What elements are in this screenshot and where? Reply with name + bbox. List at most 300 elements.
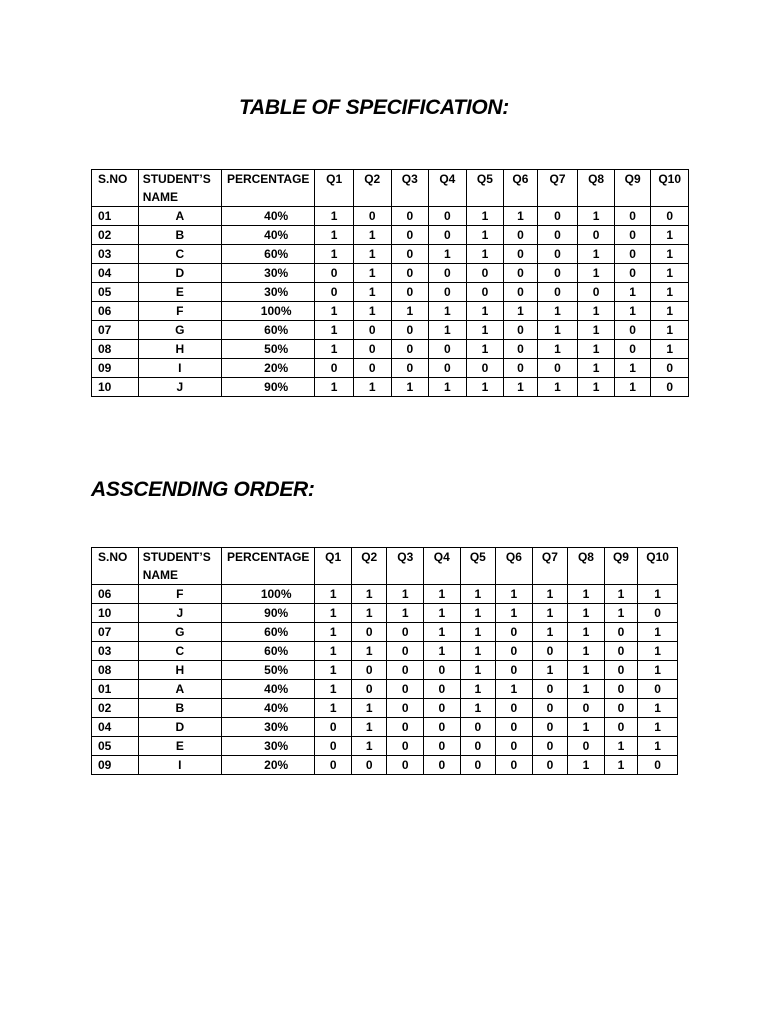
question-score-cell: 0 [504, 359, 538, 378]
question-score-cell: 1 [568, 756, 605, 775]
question-score-cell: 1 [351, 737, 387, 756]
sno-cell: 04 [92, 264, 139, 283]
question-score-cell: 1 [424, 623, 461, 642]
sno-cell: 07 [92, 623, 139, 642]
question-score-cell: 1 [496, 604, 533, 623]
ascending-order-heading: ASSCENDING ORDER: [91, 478, 315, 501]
question-score-cell: 0 [638, 604, 678, 623]
question-score-cell: 0 [424, 661, 461, 680]
table-row [92, 359, 689, 378]
question-score-cell: 1 [651, 302, 689, 321]
question-header-4: Q4 [424, 548, 461, 585]
question-header-7: Q7 [532, 548, 568, 585]
question-score-cell: 0 [496, 661, 533, 680]
student-name-cell: D [138, 264, 221, 283]
question-score-cell: 0 [315, 756, 352, 775]
question-score-cell: 1 [466, 226, 504, 245]
question-score-cell: 1 [429, 245, 467, 264]
percentage-cell: 60% [221, 623, 314, 642]
question-score-cell: 0 [614, 245, 651, 264]
question-header-1: Q1 [315, 548, 352, 585]
question-score-cell: 0 [387, 737, 424, 756]
question-score-cell: 0 [351, 661, 387, 680]
table-row [92, 283, 689, 302]
header-row [92, 170, 689, 207]
table-row [92, 699, 678, 718]
question-score-cell: 0 [387, 756, 424, 775]
question-header-10: Q10 [638, 548, 678, 585]
student-name-cell: E [138, 737, 221, 756]
question-score-cell: 0 [604, 661, 638, 680]
question-score-cell: 0 [614, 264, 651, 283]
question-score-cell: 1 [568, 718, 605, 737]
student-name-cell: H [138, 340, 221, 359]
question-score-cell: 0 [424, 680, 461, 699]
question-score-cell: 1 [424, 604, 461, 623]
question-score-cell: 1 [353, 378, 391, 397]
question-score-cell: 0 [315, 359, 354, 378]
question-score-cell: 0 [387, 680, 424, 699]
question-header-2: Q2 [353, 170, 391, 207]
question-score-cell: 1 [315, 226, 354, 245]
question-header-3: Q3 [391, 170, 429, 207]
question-score-cell: 1 [315, 321, 354, 340]
question-score-cell: 1 [651, 264, 689, 283]
question-score-cell: 0 [651, 359, 689, 378]
question-score-cell: 1 [496, 585, 533, 604]
question-score-cell: 1 [532, 661, 568, 680]
question-header-7: Q7 [537, 170, 578, 207]
question-score-cell: 1 [315, 302, 354, 321]
sno-cell: 06 [92, 302, 139, 321]
question-score-cell: 0 [429, 264, 467, 283]
student-name-cell: G [138, 623, 221, 642]
question-score-cell: 0 [429, 207, 467, 226]
question-score-cell: 0 [578, 283, 615, 302]
sno-cell: 01 [92, 680, 139, 699]
question-score-cell: 0 [315, 264, 354, 283]
question-score-cell: 0 [496, 623, 533, 642]
question-score-cell: 1 [466, 340, 504, 359]
sno-cell: 01 [92, 207, 139, 226]
question-score-cell: 1 [537, 378, 578, 397]
sno-cell: 08 [92, 661, 139, 680]
question-score-cell: 1 [460, 604, 496, 623]
table-row [92, 604, 678, 623]
question-score-cell: 0 [315, 283, 354, 302]
question-score-cell: 1 [460, 699, 496, 718]
question-score-cell: 1 [638, 585, 678, 604]
question-score-cell: 0 [604, 642, 638, 661]
table-row [92, 321, 689, 340]
percentage-cell: 90% [221, 378, 314, 397]
question-score-cell: 0 [391, 245, 429, 264]
student-name-cell: B [138, 699, 221, 718]
question-score-cell: 0 [429, 283, 467, 302]
student-name-cell: D [138, 718, 221, 737]
question-score-cell: 0 [429, 226, 467, 245]
table-body [92, 207, 689, 397]
question-score-cell: 0 [466, 264, 504, 283]
question-score-cell: 0 [496, 642, 533, 661]
question-score-cell: 0 [604, 623, 638, 642]
question-score-cell: 1 [638, 642, 678, 661]
question-score-cell: 0 [614, 207, 651, 226]
question-score-cell: 1 [391, 378, 429, 397]
question-score-cell: 0 [353, 321, 391, 340]
sno-cell: 04 [92, 718, 139, 737]
question-score-cell: 1 [315, 680, 352, 699]
question-score-cell: 0 [504, 283, 538, 302]
question-score-cell: 1 [466, 207, 504, 226]
question-score-cell: 1 [315, 642, 352, 661]
question-score-cell: 1 [315, 604, 352, 623]
sno-cell: 09 [92, 359, 139, 378]
header-row [92, 548, 678, 585]
question-score-cell: 0 [504, 340, 538, 359]
question-score-cell: 1 [578, 245, 615, 264]
table-body [92, 585, 678, 775]
table-row [92, 226, 689, 245]
question-score-cell: 0 [532, 642, 568, 661]
question-score-cell: 1 [537, 302, 578, 321]
question-score-cell: 1 [578, 207, 615, 226]
percentage-cell: 40% [221, 207, 314, 226]
question-score-cell: 1 [351, 585, 387, 604]
question-score-cell: 0 [387, 623, 424, 642]
sno-cell: 03 [92, 642, 139, 661]
student-name-cell: F [138, 585, 221, 604]
question-score-cell: 0 [651, 207, 689, 226]
question-score-cell: 0 [391, 207, 429, 226]
question-score-cell: 0 [315, 718, 352, 737]
student-name-cell: C [138, 245, 221, 264]
percentage-header: PERCENTAGE [221, 170, 314, 207]
question-score-cell: 1 [353, 245, 391, 264]
question-score-cell: 0 [351, 756, 387, 775]
question-score-cell: 1 [429, 321, 467, 340]
percentage-cell: 50% [221, 661, 314, 680]
question-score-cell: 1 [466, 321, 504, 340]
question-score-cell: 1 [353, 302, 391, 321]
question-score-cell: 1 [315, 623, 352, 642]
sno-cell: 07 [92, 321, 139, 340]
question-score-cell: 0 [351, 623, 387, 642]
percentage-cell: 100% [221, 302, 314, 321]
question-score-cell: 1 [315, 585, 352, 604]
question-score-cell: 0 [391, 359, 429, 378]
question-score-cell: 0 [466, 359, 504, 378]
sno-header: S.NO [92, 548, 139, 585]
question-header-10: Q10 [651, 170, 689, 207]
question-score-cell: 1 [391, 302, 429, 321]
question-score-cell: 1 [651, 321, 689, 340]
question-score-cell: 1 [578, 378, 615, 397]
question-score-cell: 1 [568, 585, 605, 604]
percentage-cell: 30% [221, 283, 314, 302]
question-score-cell: 0 [391, 321, 429, 340]
question-score-cell: 1 [532, 623, 568, 642]
question-header-5: Q5 [466, 170, 504, 207]
question-score-cell: 0 [532, 756, 568, 775]
question-score-cell: 1 [568, 661, 605, 680]
question-header-8: Q8 [568, 548, 605, 585]
student-name-cell: C [138, 642, 221, 661]
percentage-cell: 30% [221, 718, 314, 737]
question-score-cell: 0 [466, 283, 504, 302]
question-score-cell: 1 [315, 340, 354, 359]
question-score-cell: 0 [391, 340, 429, 359]
question-score-cell: 1 [460, 623, 496, 642]
question-score-cell: 0 [604, 718, 638, 737]
question-score-cell: 1 [651, 226, 689, 245]
question-score-cell: 1 [537, 340, 578, 359]
percentage-cell: 30% [221, 737, 314, 756]
question-score-cell: 1 [651, 283, 689, 302]
table-row [92, 264, 689, 283]
sno-cell: 10 [92, 604, 139, 623]
percentage-cell: 20% [221, 756, 314, 775]
question-score-cell: 1 [424, 585, 461, 604]
percentage-cell: 20% [221, 359, 314, 378]
question-score-cell: 1 [315, 661, 352, 680]
sno-cell: 06 [92, 585, 139, 604]
percentage-cell: 50% [221, 340, 314, 359]
table-row [92, 302, 689, 321]
question-score-cell: 1 [578, 340, 615, 359]
table-row [92, 718, 678, 737]
table-row [92, 207, 689, 226]
question-score-cell: 0 [638, 756, 678, 775]
question-score-cell: 1 [578, 264, 615, 283]
table-header [92, 548, 678, 585]
sno-cell: 03 [92, 245, 139, 264]
question-score-cell: 0 [387, 642, 424, 661]
question-score-cell: 0 [614, 226, 651, 245]
student-name-header: STUDENT’S NAME [138, 170, 221, 207]
question-score-cell: 1 [568, 623, 605, 642]
question-score-cell: 1 [568, 642, 605, 661]
percentage-cell: 40% [221, 226, 314, 245]
question-score-cell: 0 [460, 737, 496, 756]
question-header-2: Q2 [351, 548, 387, 585]
question-score-cell: 1 [460, 642, 496, 661]
question-score-cell: 0 [504, 226, 538, 245]
question-score-cell: 1 [578, 302, 615, 321]
question-score-cell: 0 [537, 245, 578, 264]
question-score-cell: 1 [460, 680, 496, 699]
question-score-cell: 1 [351, 642, 387, 661]
sno-cell: 05 [92, 283, 139, 302]
question-header-8: Q8 [578, 170, 615, 207]
percentage-cell: 40% [221, 680, 314, 699]
question-score-cell: 0 [387, 661, 424, 680]
question-score-cell: 1 [568, 680, 605, 699]
question-score-cell: 0 [391, 264, 429, 283]
question-score-cell: 0 [568, 699, 605, 718]
question-score-cell: 0 [387, 718, 424, 737]
question-score-cell: 0 [460, 756, 496, 775]
question-score-cell: 1 [429, 378, 467, 397]
question-score-cell: 1 [315, 699, 352, 718]
question-score-cell: 0 [424, 737, 461, 756]
question-score-cell: 1 [614, 302, 651, 321]
question-score-cell: 1 [604, 585, 638, 604]
question-score-cell: 1 [460, 585, 496, 604]
question-score-cell: 0 [578, 226, 615, 245]
table-row [92, 585, 678, 604]
student-name-cell: B [138, 226, 221, 245]
question-score-cell: 1 [604, 604, 638, 623]
question-score-cell: 0 [638, 680, 678, 699]
percentage-cell: 90% [221, 604, 314, 623]
table-row [92, 680, 678, 699]
question-score-cell: 0 [532, 718, 568, 737]
question-score-cell: 1 [638, 623, 678, 642]
question-score-cell: 0 [387, 699, 424, 718]
question-score-cell: 1 [466, 302, 504, 321]
student-name-cell: I [138, 756, 221, 775]
percentage-cell: 60% [221, 321, 314, 340]
table-row [92, 245, 689, 264]
table-row [92, 623, 678, 642]
student-name-cell: E [138, 283, 221, 302]
sno-cell: 02 [92, 699, 139, 718]
question-score-cell: 1 [351, 604, 387, 623]
specification-table [91, 169, 689, 397]
question-score-cell: 1 [353, 283, 391, 302]
question-header-3: Q3 [387, 548, 424, 585]
sno-cell: 10 [92, 378, 139, 397]
question-score-cell: 1 [315, 378, 354, 397]
question-score-cell: 1 [504, 378, 538, 397]
percentage-cell: 30% [221, 264, 314, 283]
ascending-order-table [91, 547, 678, 775]
question-score-cell: 0 [496, 756, 533, 775]
question-score-cell: 1 [537, 321, 578, 340]
question-header-5: Q5 [460, 548, 496, 585]
question-score-cell: 0 [504, 321, 538, 340]
question-score-cell: 0 [391, 226, 429, 245]
table-header [92, 170, 689, 207]
question-score-cell: 0 [568, 737, 605, 756]
question-score-cell: 1 [353, 226, 391, 245]
student-name-cell: A [138, 680, 221, 699]
question-score-cell: 0 [496, 699, 533, 718]
percentage-cell: 60% [221, 245, 314, 264]
question-score-cell: 0 [424, 756, 461, 775]
question-score-cell: 0 [532, 699, 568, 718]
question-score-cell: 0 [504, 245, 538, 264]
question-header-4: Q4 [429, 170, 467, 207]
question-header-6: Q6 [504, 170, 538, 207]
question-score-cell: 1 [651, 245, 689, 264]
question-score-cell: 0 [496, 737, 533, 756]
sno-cell: 09 [92, 756, 139, 775]
question-score-cell: 1 [532, 585, 568, 604]
table-row [92, 378, 689, 397]
question-score-cell: 1 [532, 604, 568, 623]
question-header-9: Q9 [614, 170, 651, 207]
question-score-cell: 1 [638, 699, 678, 718]
table-row [92, 737, 678, 756]
question-score-cell: 1 [604, 737, 638, 756]
question-score-cell: 1 [387, 604, 424, 623]
student-name-cell: J [138, 378, 221, 397]
question-score-cell: 1 [638, 737, 678, 756]
question-score-cell: 1 [424, 642, 461, 661]
table-row [92, 642, 678, 661]
percentage-cell: 100% [221, 585, 314, 604]
question-score-cell: 1 [460, 661, 496, 680]
question-score-cell: 0 [460, 718, 496, 737]
question-score-cell: 1 [568, 604, 605, 623]
question-score-cell: 0 [537, 264, 578, 283]
question-score-cell: 0 [391, 283, 429, 302]
question-score-cell: 0 [537, 283, 578, 302]
table-row [92, 756, 678, 775]
question-score-cell: 1 [614, 283, 651, 302]
question-header-6: Q6 [496, 548, 533, 585]
sno-header: S.NO [92, 170, 139, 207]
question-score-cell: 0 [424, 699, 461, 718]
question-score-cell: 1 [466, 245, 504, 264]
table-of-specification-heading: TABLE OF SPECIFICATION: [239, 96, 509, 119]
question-score-cell: 0 [604, 680, 638, 699]
student-name-cell: G [138, 321, 221, 340]
table-row [92, 340, 689, 359]
question-score-cell: 1 [614, 359, 651, 378]
student-name-cell: F [138, 302, 221, 321]
question-score-cell: 1 [651, 340, 689, 359]
question-score-cell: 1 [578, 359, 615, 378]
sno-cell: 02 [92, 226, 139, 245]
question-score-cell: 1 [315, 245, 354, 264]
student-name-header: STUDENT’S NAME [138, 548, 221, 585]
question-score-cell: 0 [353, 340, 391, 359]
question-score-cell: 1 [429, 302, 467, 321]
question-score-cell: 1 [638, 718, 678, 737]
question-score-cell: 0 [353, 359, 391, 378]
question-score-cell: 0 [429, 340, 467, 359]
question-score-cell: 0 [351, 680, 387, 699]
question-score-cell: 1 [578, 321, 615, 340]
question-score-cell: 1 [504, 207, 538, 226]
question-score-cell: 0 [537, 207, 578, 226]
question-score-cell: 0 [537, 226, 578, 245]
question-score-cell: 1 [351, 718, 387, 737]
question-score-cell: 0 [315, 737, 352, 756]
question-score-cell: 1 [638, 661, 678, 680]
question-header-9: Q9 [604, 548, 638, 585]
question-score-cell: 1 [496, 680, 533, 699]
question-score-cell: 0 [614, 340, 651, 359]
question-score-cell: 0 [651, 378, 689, 397]
question-score-cell: 0 [496, 718, 533, 737]
question-score-cell: 1 [387, 585, 424, 604]
question-score-cell: 0 [614, 321, 651, 340]
sno-cell: 05 [92, 737, 139, 756]
question-score-cell: 1 [353, 264, 391, 283]
question-score-cell: 1 [614, 378, 651, 397]
question-score-cell: 1 [504, 302, 538, 321]
student-name-cell: J [138, 604, 221, 623]
question-score-cell: 0 [537, 359, 578, 378]
percentage-header: PERCENTAGE [221, 548, 314, 585]
question-score-cell: 0 [424, 718, 461, 737]
question-score-cell: 0 [353, 207, 391, 226]
sno-cell: 08 [92, 340, 139, 359]
